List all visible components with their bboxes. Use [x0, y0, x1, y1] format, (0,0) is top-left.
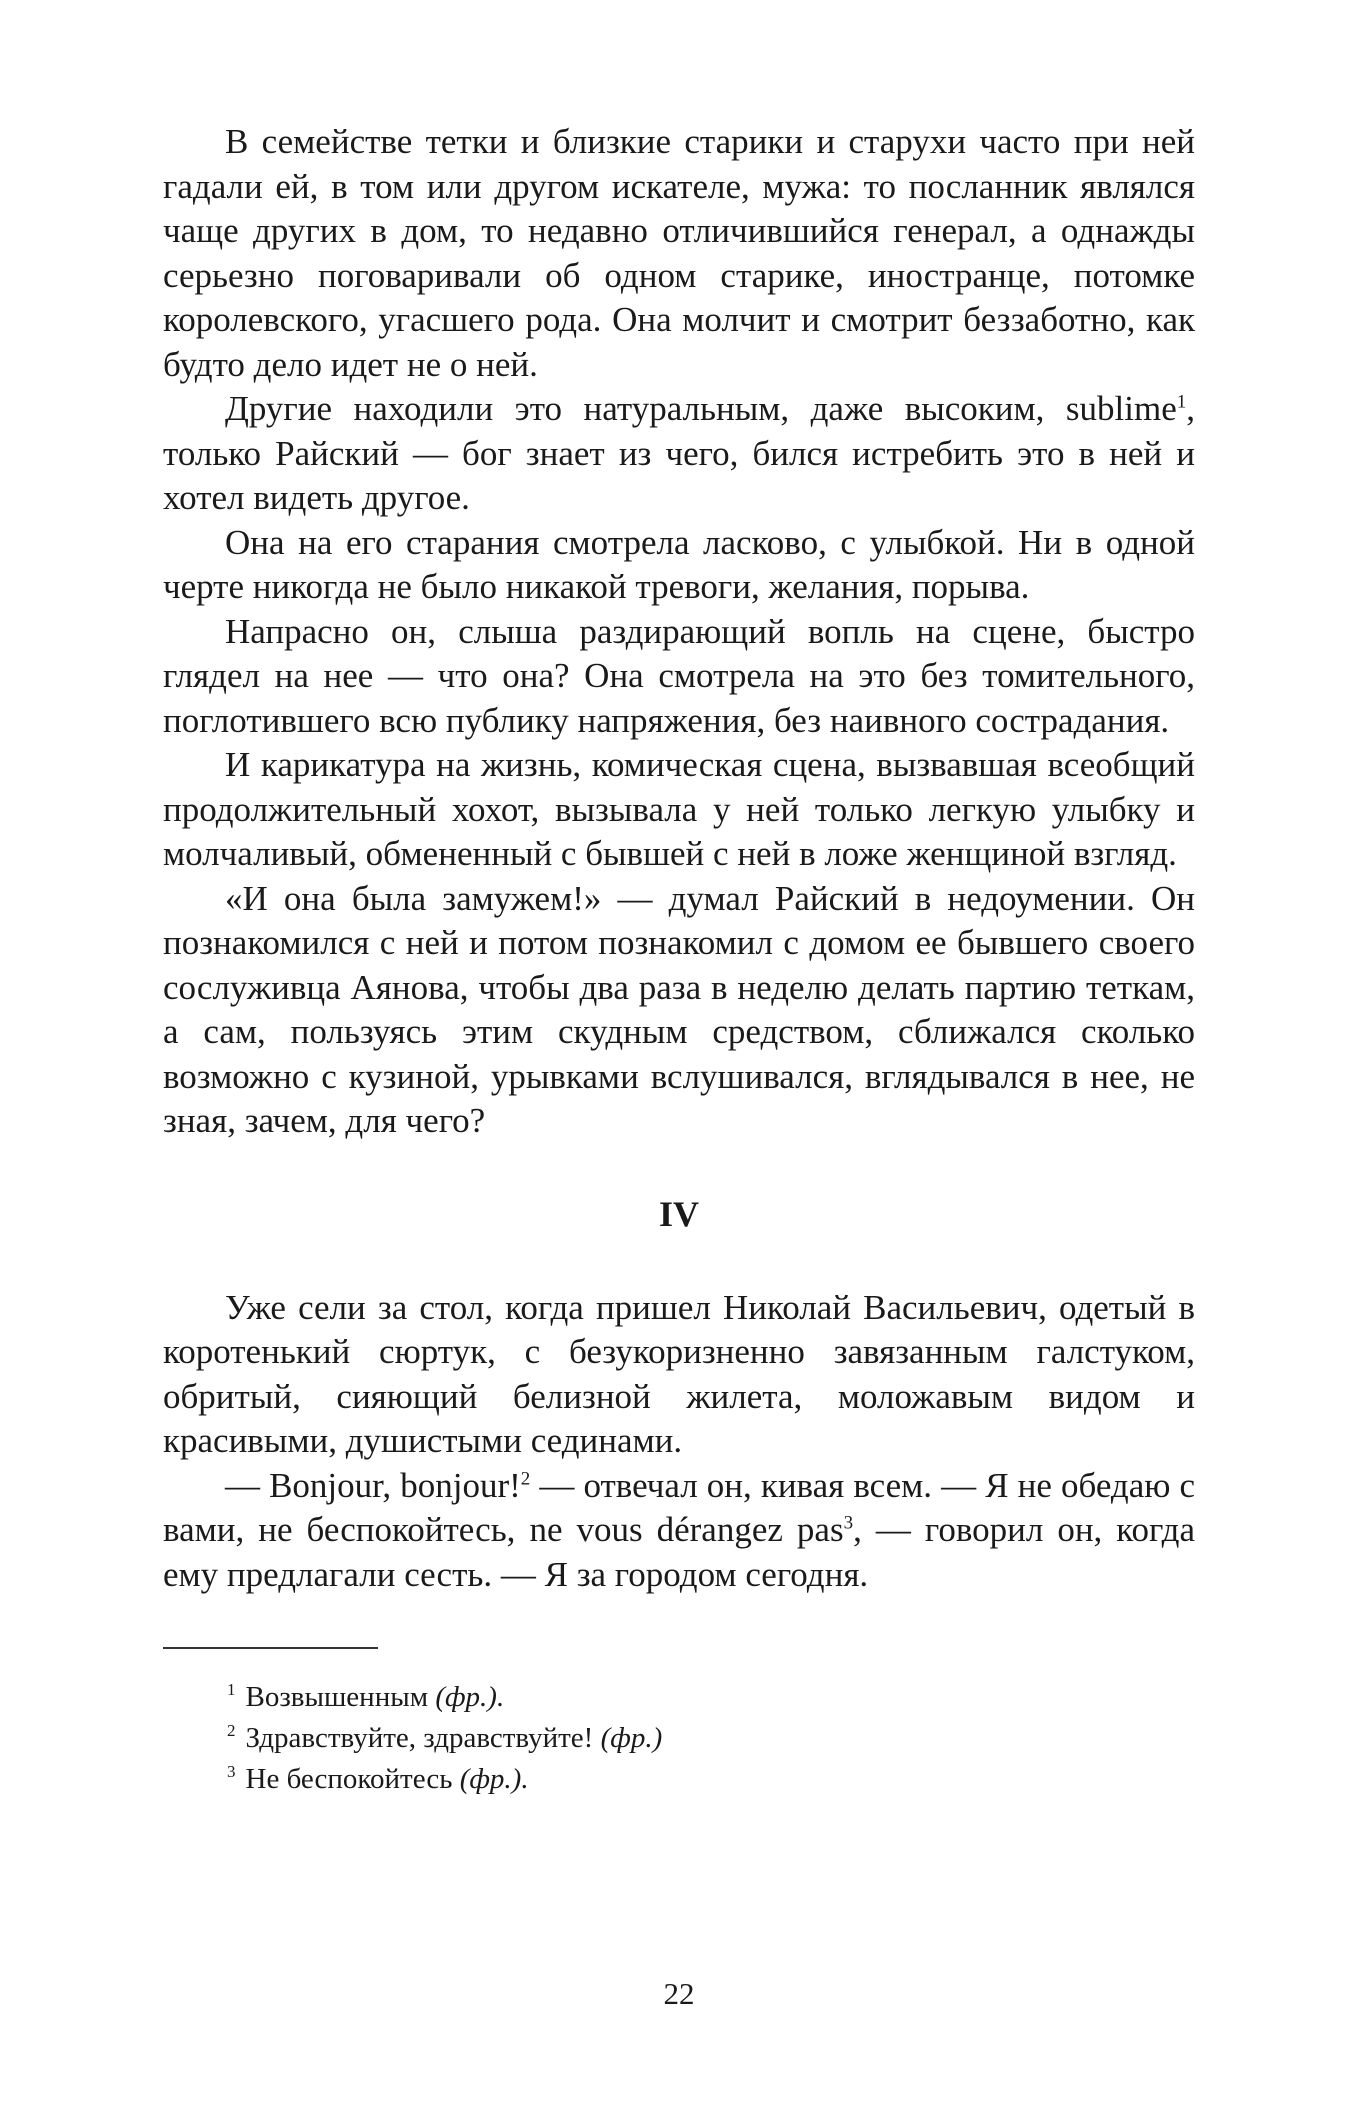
paragraph: В семействе тетки и близкие старики и старухи часто при ней гадали ей, в том или другом искателе, мужа: то посланник являлся чаще других в дом, то недавно отличившийся генерал, а однажды серьезно поговаривали об одном старике, иностранце, потомке королевского, угасшего рода. Она молчит и смотрит беззаботно, как будто дело идет не о ней. — [163, 122, 1195, 384]
footnote-language: (фр.). — [459, 1763, 529, 1795]
footnote — [163, 1759, 1195, 1800]
footnotes — [163, 1677, 1195, 1800]
footnote-ref: 3 — [843, 1512, 854, 1534]
paragraph — [163, 1464, 1195, 1598]
footnote-language: (фр.). — [435, 1681, 505, 1713]
footnote-language: (фр.) — [600, 1722, 663, 1754]
footnote — [163, 1677, 1195, 1718]
paragraph: Она на его старания смотрела ласково, с улыбкой. Ни в одной черте никогда не было никакой тревоги, желания, порыва. — [163, 522, 1195, 606]
footnote-text: Здравствуйте, здравствуйте! — [245, 1722, 601, 1754]
paragraph — [163, 387, 1195, 521]
main-text — [163, 120, 1195, 1597]
footnote — [163, 1718, 1195, 1759]
text-run: , — говорил он, когда ему предлагали сесть. — Я за городом сегодня. — [163, 1510, 1195, 1594]
book-page — [163, 120, 1195, 2050]
paragraph: «И она была замужем!» — думал Райский в недоумении. Он познакомился с ней и потом познакомил с домом ее бывшего своего сослуживца Аянова, чтобы два раза в неделю делать партию теткам, а сам, пользуясь этим скудным средством, сближался сколько возможно с кузиной, урывками вслушивался, вглядывался в нее, не зная, зачем, для чего? — [163, 878, 1195, 1140]
paragraph: Уже сели за стол, когда пришел Николай Васильевич, одетый в коротенький сюртук, с безукоризненно завязанным галстуком, обритый, сияющий белизной жилета, моложавым видом и красивыми, душистыми сединами. — [163, 1287, 1195, 1460]
paragraph: И карикатура на жизнь, комическая сцена, вызвавшая всеобщий продолжительный хохот, вызывала у ней только легкую улыбку и молчаливый, обмененный с бывшей с ней в ложе женщиной взгляд. — [163, 745, 1195, 873]
footnote-mark: 3 — [227, 1762, 236, 1782]
footnote-mark: 1 — [227, 1680, 236, 1700]
footnote-text: Не беспокойтесь — [245, 1763, 460, 1795]
footnote-text: Возвышенным — [245, 1681, 436, 1713]
footnote-mark: 2 — [227, 1721, 236, 1741]
page-number: 22 — [663, 1976, 695, 2011]
chapter-heading: IV — [658, 1193, 699, 1234]
footnote-ref: 1 — [1176, 391, 1187, 413]
text-run: , только Райский — бог знает из чего, бился истребить это в ней и хотел видеть другое. — [163, 389, 1195, 517]
footnote-divider — [163, 1647, 378, 1649]
paragraph: Напрасно он, слыша раздирающий вопль на сцене, быстро глядел на нее — что она? Она смотрела на это без томительного, поглотившего всю публику напряжения, без наивного сострадания. — [163, 611, 1195, 740]
text-run: — Bonjour, bonjour! — [225, 1465, 521, 1505]
text-run: — отвечал он, кивая всем. — Я не обедаю с вами, не беспокойтесь, ne vous dérangez pas — [163, 1465, 1195, 1549]
footnote-ref: 2 — [520, 1467, 531, 1489]
text-run: Другие находили это натуральным, даже высоким, sublime — [225, 389, 1177, 428]
